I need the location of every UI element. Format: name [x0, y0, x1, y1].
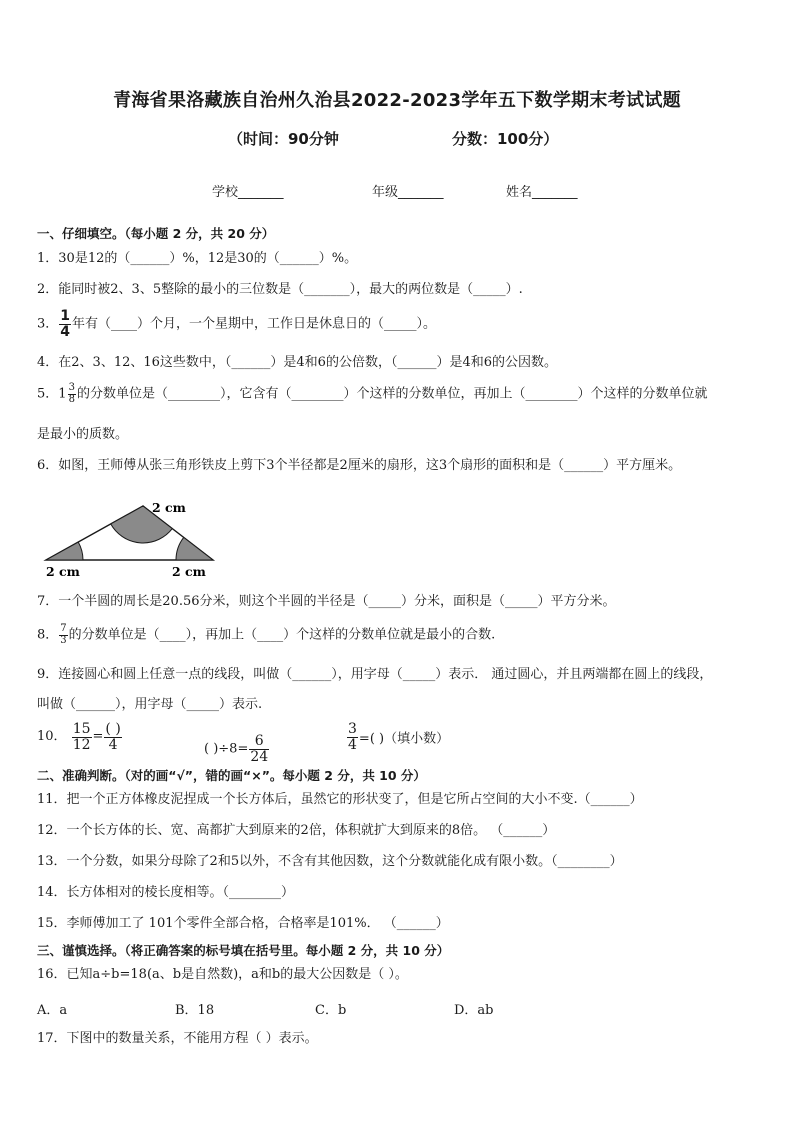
sector-right — [176, 537, 213, 560]
time-label: （时间：90分钟 — [228, 130, 339, 148]
question-10-part-2 — [204, 734, 270, 764]
question-number: 3． — [37, 316, 59, 332]
question-5 — [37, 383, 707, 405]
question-12: 12．一个长方体的长、宽、高都扩大到原来的2倍，体积就扩大到原来的8倍。 （______） — [37, 823, 556, 838]
option-c[interactable]: C．b — [315, 1003, 347, 1018]
section-heading: 一、仔细填空。（每小题 2 分，共 20 分） — [37, 226, 275, 241]
denominator: 3 — [60, 635, 67, 646]
numerator: 15 — [72, 721, 91, 737]
question-8 — [37, 624, 495, 646]
score-label: 分数：100分） — [452, 130, 559, 148]
denominator: 24 — [250, 749, 269, 765]
mixed-whole: 1 — [58, 386, 67, 402]
question-14: 14．长方体相对的棱长度相等。（________） — [37, 885, 295, 900]
fraction — [68, 383, 76, 405]
denominator: 4 — [60, 324, 71, 340]
question-number: 5． — [37, 386, 59, 402]
sector-left — [46, 542, 83, 560]
grade-field[interactable]: 年级_______ — [372, 185, 444, 200]
fraction — [249, 734, 269, 764]
numerator: 3 — [68, 382, 75, 393]
equals-sign: = — [92, 729, 104, 744]
numerator: 7 — [60, 623, 67, 634]
denominator: 4 — [108, 737, 118, 753]
question-13: 13．一个分数，如果分母除了2和5以外，不含有其他因数，这个分数就能化成有限小数。（________） — [37, 854, 623, 869]
question-1: 1．30是12的（______）%，12是30的（______）%。 — [37, 251, 358, 266]
numerator: 6 — [249, 734, 269, 750]
question-16: 16．已知a÷b=18(a、b是自然数)，a和b的最大公因数是（ ）。 — [37, 967, 408, 982]
question-number: 10． — [37, 729, 67, 744]
question-2: 2．能同时被2、3、5整除的最小的三位数是（_______），最大的两位数是（_____）. — [37, 282, 523, 297]
fraction — [72, 722, 92, 752]
question-6: 6．如图，王师傅从张三角形铁皮上剪下3个半径都是2厘米的扇形，这3个扇形的面积和是（______）平方厘米。 — [37, 458, 682, 473]
question-7: 7．一个半圆的周长是20.56分米，则这个半圆的半径是（_____）分米，面积是（_____）平方分米。 — [37, 594, 616, 609]
denominator: 12 — [72, 737, 91, 753]
numerator: 1 — [60, 308, 71, 324]
denominator: 8 — [68, 394, 75, 405]
question-9: 9．连接圆心和圆上任意一点的线段，叫做（______），用字母（_____）表示． 通过圆心，并且两端都在圆上的线段， — [37, 667, 713, 682]
option-b[interactable]: B．18 — [175, 1003, 215, 1018]
option-a[interactable]: A．a — [37, 1003, 68, 1018]
fraction — [347, 722, 358, 752]
section-heading: 三、谨慎选择。（将正确答案的标号填在括号里。每小题 2 分，共 10 分） — [37, 943, 450, 958]
decimal-blank: =( )（填小数） — [358, 731, 450, 747]
question-number: 8． — [37, 627, 59, 643]
triangle-figure — [40, 492, 220, 582]
question-17: 17．下图中的数量关系，不能用方程（ ）表示。 — [37, 1031, 318, 1046]
option-d[interactable]: D．ab — [454, 1003, 494, 1018]
division-expression: ( )÷8= — [204, 741, 249, 757]
figure-label-left: 2 cm — [46, 564, 80, 579]
question-5-continued: 是最小的质数。 — [37, 427, 129, 442]
figure-label-right: 2 cm — [172, 564, 206, 579]
question-15: 15．李师傅加工了 101个零件全部合格，合格率是101%． （______） — [37, 916, 449, 931]
question-text: 的分数单位是（____），再加上（____）个这样的分数单位就是最小的合数. — [68, 627, 496, 643]
school-field[interactable]: 学校_______ — [212, 185, 284, 200]
question-9-continued: 叫做（______），用字母（_____）表示. — [37, 697, 263, 712]
name-field[interactable]: 姓名_______ — [506, 185, 578, 200]
question-10 — [37, 722, 123, 752]
question-11: 11．把一个正方体橡皮泥捏成一个长方体后，虽然它的形状变了，但是它所占空间的大小不变.（______） — [37, 792, 643, 807]
fraction — [59, 624, 67, 646]
numerator-blank: ( ) — [105, 721, 121, 737]
denominator: 4 — [348, 737, 357, 753]
numerator: 3 — [348, 721, 357, 737]
section-heading: 二、准确判断。（对的画“√”，错的画“×”。每小题 2 分，共 10 分） — [37, 768, 426, 783]
page-title: 青海省果洛藏族自治州久治县2022-2023学年五下数学期末考试试题 — [113, 90, 681, 111]
figure-label-top: 2 cm — [152, 500, 186, 515]
fraction — [59, 309, 71, 339]
question-10-part-3 — [346, 722, 449, 752]
question-text: 年有（____）个月，一个星期中，工作日是休息日的（_____）。 — [72, 316, 437, 332]
question-text: 的分数单位是（________），它含有（________）个这样的分数单位，再加上（________）个这样的分数单位就 — [76, 386, 708, 402]
fraction-blank — [104, 722, 121, 752]
question-4: 4．在2、3、12、16这些数中，（______）是4和6的公倍数，（______）是4和6的公因数。 — [37, 355, 557, 370]
question-3 — [37, 309, 436, 339]
